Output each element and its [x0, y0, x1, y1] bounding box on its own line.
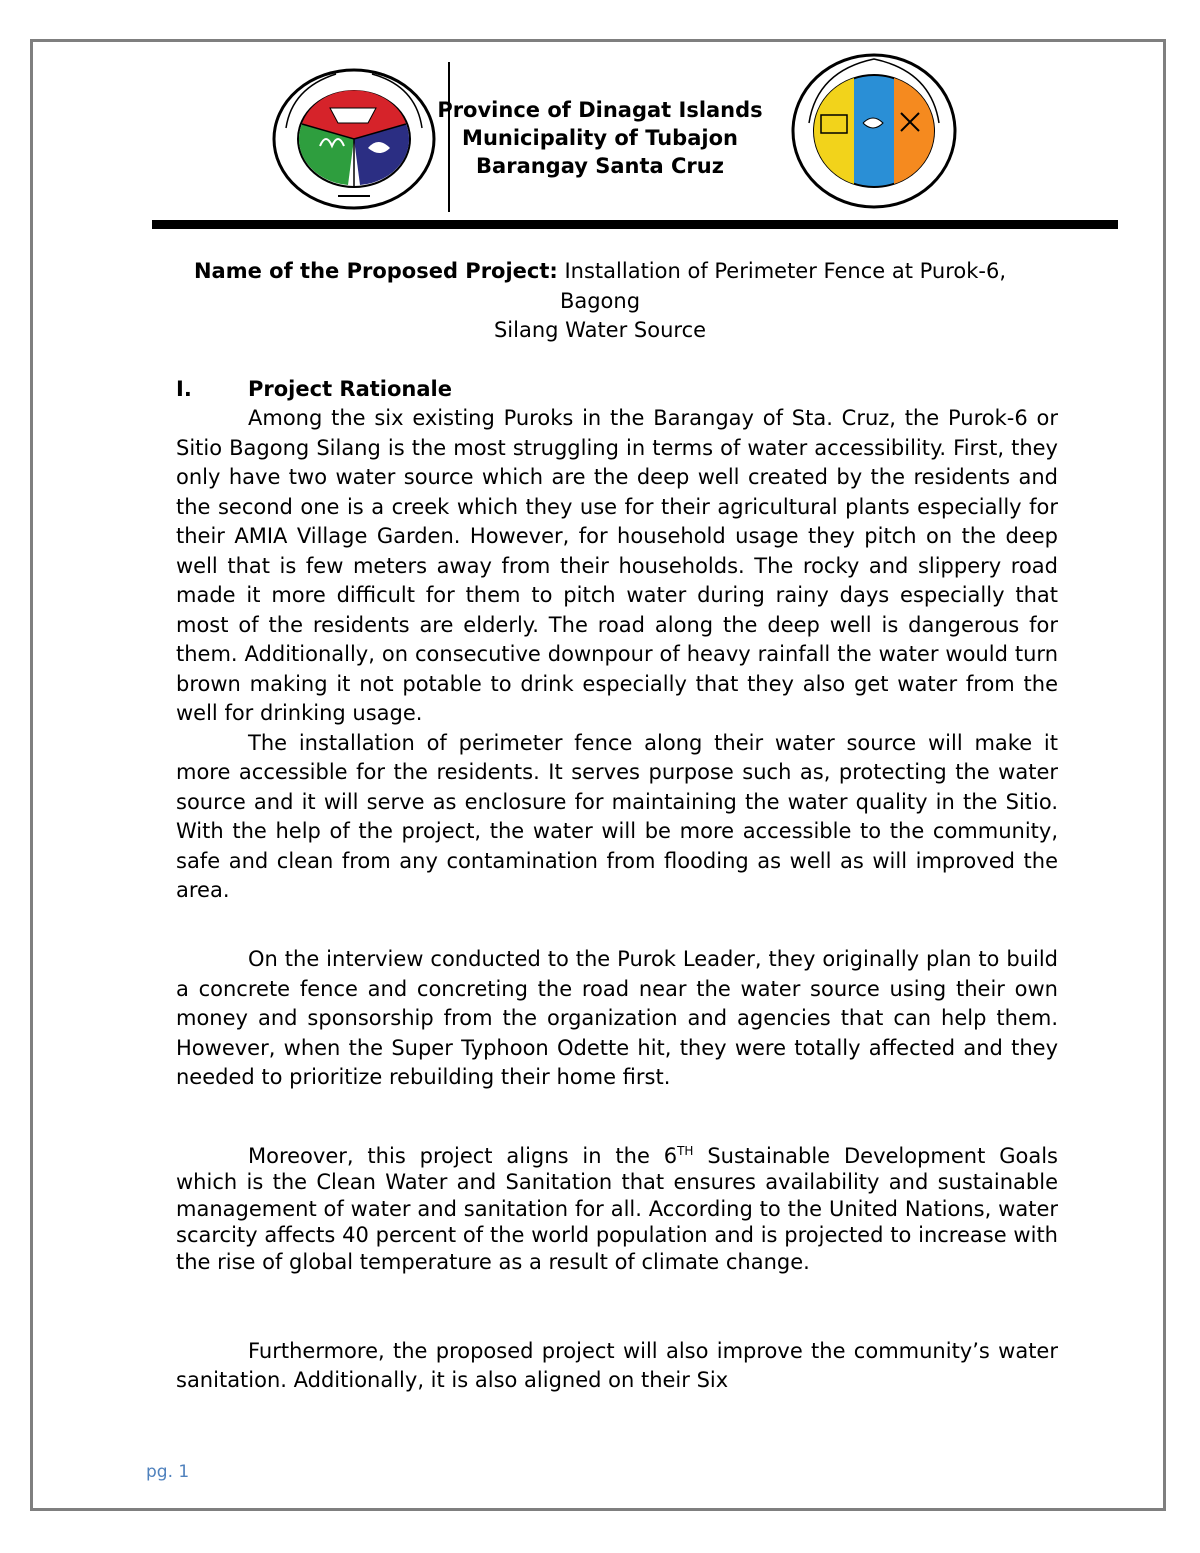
barangay-name: Barangay Santa Cruz	[476, 154, 724, 178]
province-name: Province of Dinagat Islands	[437, 98, 763, 122]
project-name-part3: Silang Water Source	[493, 318, 707, 342]
rationale-block-1	[176, 404, 1058, 906]
paragraph-3: On the interview conducted to the Purok Leader, they originally plan to build a concrete fence and concreting the road near the water source using their own money and sponsorship from the organization and agencies that can help them. However, when the Super Typhoon Odette hit, they were totally affected and they needed to prioritize rebuilding their home first.	[176, 947, 1058, 1089]
header-rule	[152, 220, 1118, 229]
rationale-block-4	[176, 1337, 1058, 1394]
project-title	[140, 257, 1060, 346]
ordinal-superscript: TH	[677, 1144, 694, 1158]
project-name-part1: Installation of Perimeter Fence at Purok-6,	[557, 259, 1007, 283]
rationale-block-2	[176, 945, 1058, 1093]
rationale-block-3	[176, 1143, 1058, 1275]
section-heading	[176, 375, 452, 404]
project-name-part2: Bagong	[559, 288, 641, 313]
paragraph-1: Among the six existing Puroks in the Barangay of Sta. Cruz, the Purok-6 or Sitio Bagong Silang is the most struggling in terms of water accessibility. First, they only have two water source which are the deep well created by the residents and the second one is a creek which they use for their agricultural plants especially for their AMIA Village Garden. However, for household usage they pitch on the deep well that is few meters away from their households. The rocky and slippery road made it more difficult for them to pitch water during rainy days especially that most of the residents are elderly. The road along the deep well is dangerous for them. Additionally, on consecutive downpour of heavy rainfall the water would turn brown making it not potable to drink especially that they also get water from the well for drinking usage.	[176, 406, 1058, 725]
section-number: I.	[176, 377, 192, 401]
project-name-label: Name of the Proposed Project:	[193, 259, 558, 283]
barangay-sta-cruz-seal-logo	[791, 53, 957, 209]
project-title-line1	[140, 257, 1060, 287]
paragraph-4-rest: Sustainable Development Goals which is the Clean Water and Sanitation that ensures availability and sustainable management of water and sanitation for all. According to the United Nations, water scarcity affects 40 percent of the world population and is projected to increase with the rise of global temperature as a result of climate change.	[176, 1144, 1058, 1274]
page-number: pg. 1	[146, 1462, 190, 1482]
paragraph-4-start: Moreover, this project aligns in the 6	[248, 1144, 678, 1168]
section-title: Project Rationale	[248, 377, 452, 401]
paragraph-4	[176, 1143, 1058, 1275]
letterhead-text	[380, 96, 820, 180]
municipality-name: Municipality of Tubajon	[462, 126, 738, 150]
paragraph-2: The installation of perimeter fence along their water source will make it more accessible for the residents. It serves purpose such as, protecting the water source and it will serve as enclosure for maintaining the water quality in the Sitio. With the help of the project, the water will be more accessible to the community, safe and clean from any contamination from flooding as well as will improved the area.	[176, 730, 1058, 902]
paragraph-5: Furthermore, the proposed project will also improve the community’s water sanitation. Additionally, it is also aligned on their Six	[176, 1339, 1058, 1392]
